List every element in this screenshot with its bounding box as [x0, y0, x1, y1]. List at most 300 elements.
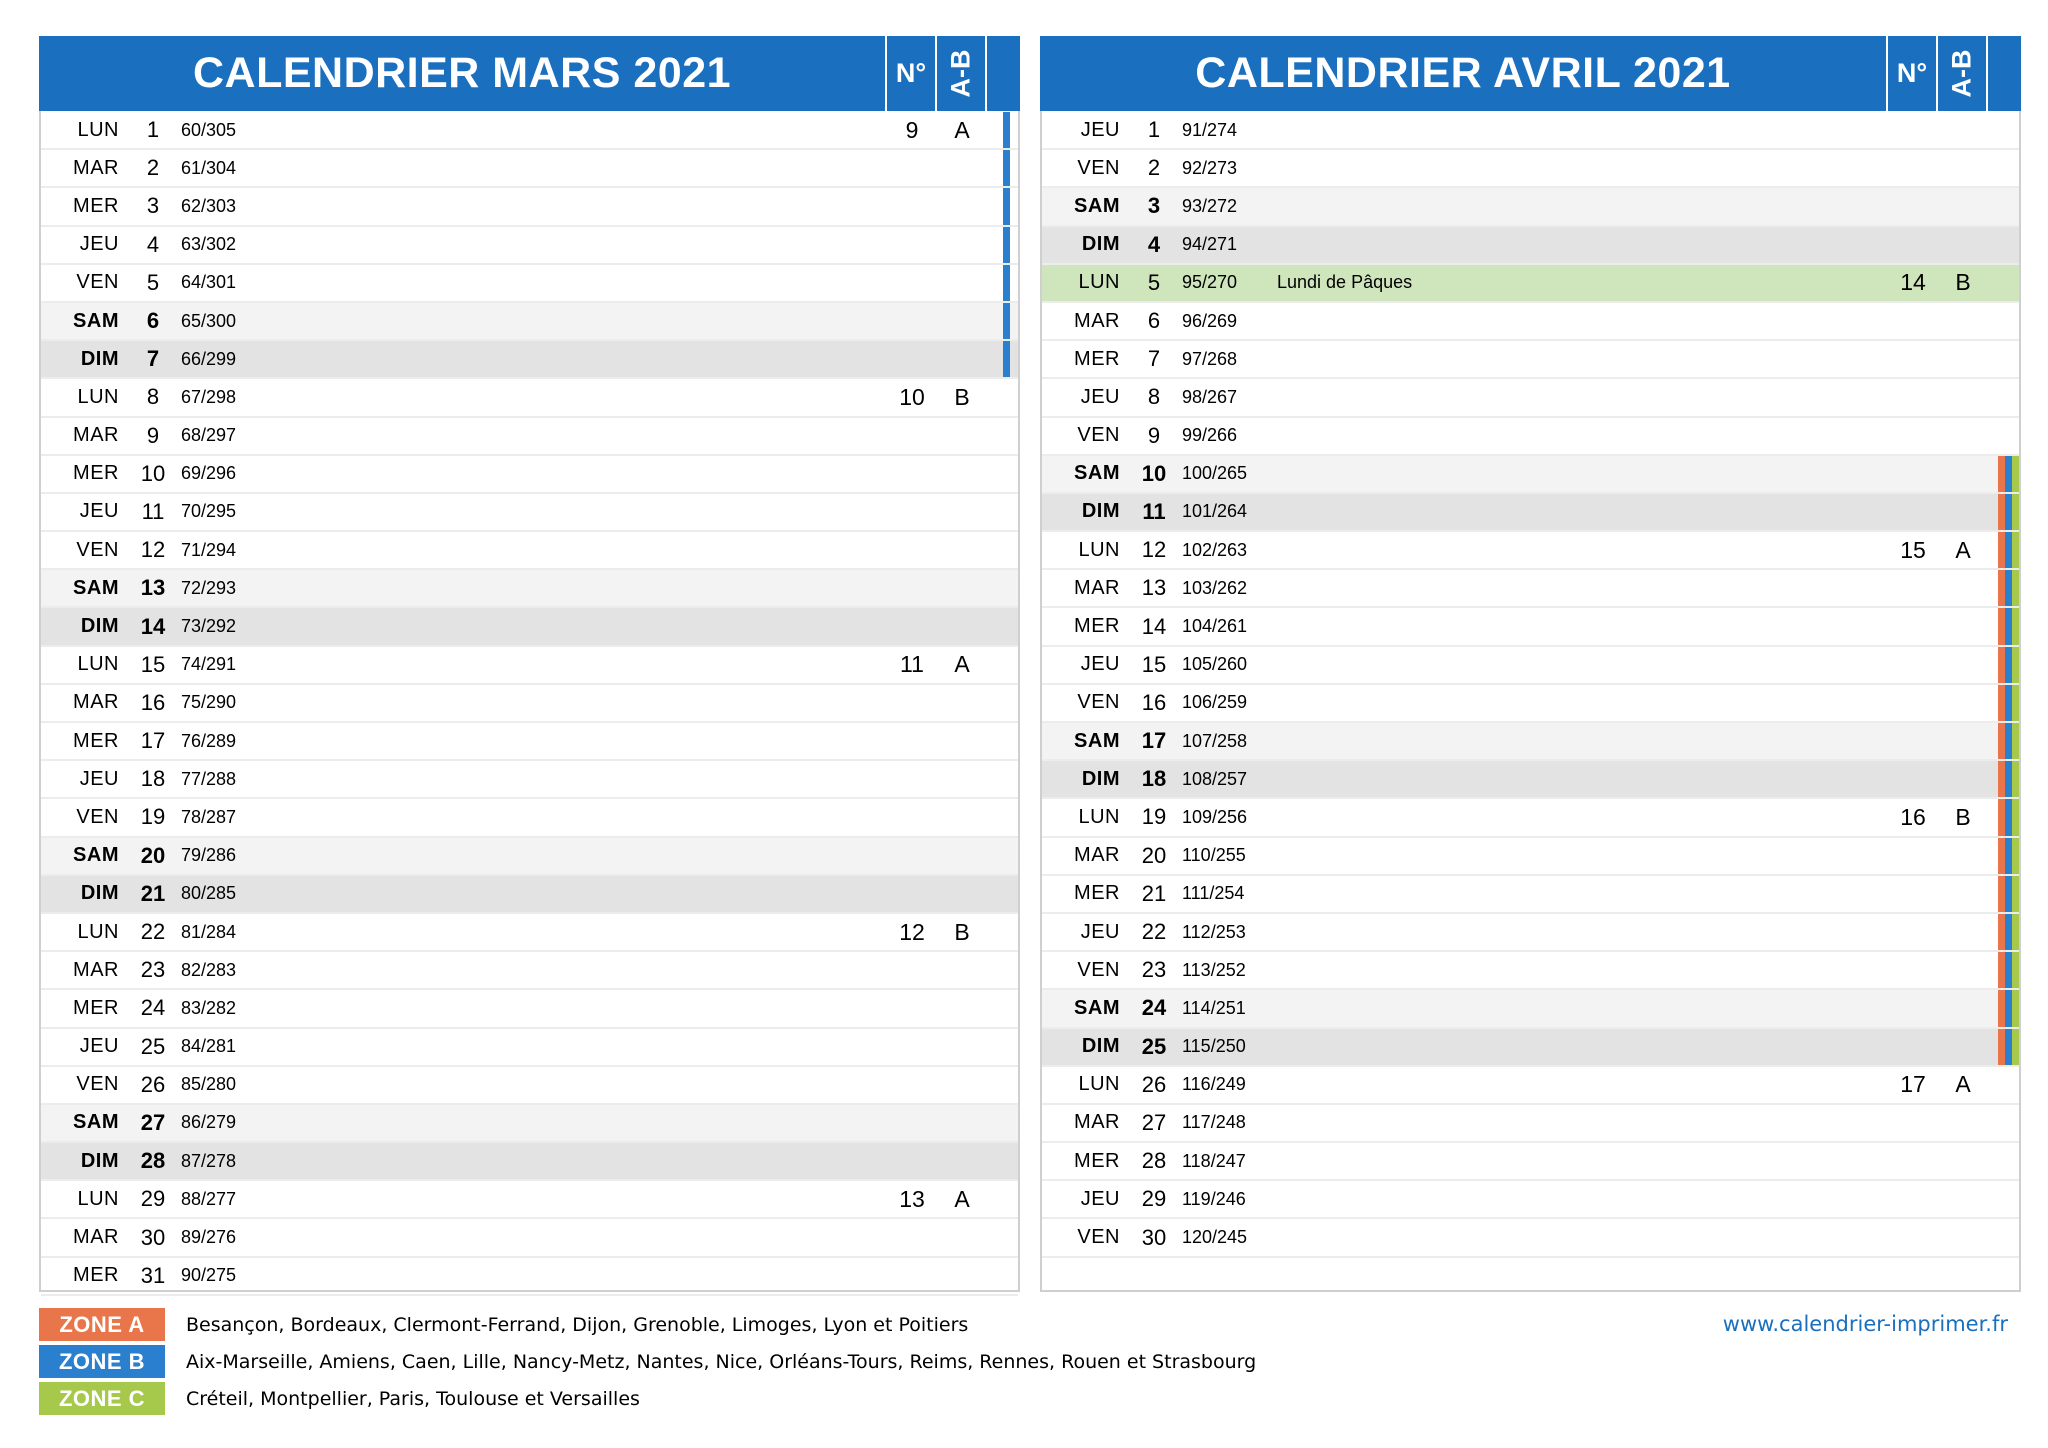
- day-number: 3: [146, 193, 160, 219]
- day-name: JEU: [1080, 920, 1120, 943]
- calendar-header: [1040, 36, 2021, 111]
- zone-c-holiday-bar: [2012, 570, 2019, 606]
- day-number: 13: [140, 575, 166, 601]
- day-number: 9: [1147, 422, 1161, 448]
- day-row: [41, 647, 1018, 685]
- zone-b-cities: Aix-Marseille, Amiens, Caen, Lille, Nancy-Metz, Nantes, Nice, Orléans-Tours, Reims, Rennes, Rouen et Strasbourg: [186, 1350, 1257, 1373]
- day-number: 18: [140, 766, 166, 792]
- day-number: 10: [140, 460, 166, 486]
- day-name: JEU: [79, 767, 119, 790]
- day-number: 20: [140, 842, 166, 868]
- day-of-year: 74/291: [181, 654, 237, 675]
- day-row: [41, 799, 1018, 837]
- day-of-year: 109/256: [1182, 806, 1248, 827]
- day-number: 9: [146, 422, 160, 448]
- day-name: JEU: [1080, 1187, 1120, 1210]
- day-name: MAR: [1074, 1111, 1120, 1134]
- day-row: [1042, 799, 2019, 837]
- day-number: 13: [1141, 575, 1167, 601]
- zone-b-holiday-bar: [2005, 990, 2012, 1026]
- day-number: 23: [1141, 957, 1167, 983]
- day-name: SAM: [73, 309, 119, 332]
- week-number: 10: [899, 383, 925, 410]
- day-row: [1042, 952, 2019, 990]
- zone-b-holiday-bar: [1003, 112, 1010, 148]
- day-number: 31: [140, 1262, 166, 1288]
- day-number: 19: [1141, 804, 1167, 830]
- day-number: 2: [1147, 155, 1161, 181]
- zone-b-holiday-bar: [1003, 303, 1010, 339]
- day-number: 28: [140, 1148, 166, 1174]
- day-row: [1042, 188, 2019, 226]
- week-number-header: N°: [1886, 36, 1936, 111]
- day-row: [41, 112, 1018, 150]
- day-row: [1042, 265, 2019, 303]
- zone-b-holiday-bar: [2005, 876, 2012, 912]
- day-of-year: 63/302: [181, 234, 237, 255]
- zone-a-holiday-bar: [1998, 685, 2005, 721]
- day-row: [41, 1105, 1018, 1143]
- day-number: 21: [1141, 880, 1167, 906]
- day-of-year: 77/288: [181, 768, 237, 789]
- day-number: 19: [140, 804, 166, 830]
- legend-row-zone-c: [39, 1380, 1256, 1417]
- day-of-year: 87/278: [181, 1150, 237, 1171]
- day-row: [1042, 1105, 2019, 1143]
- zone-c-holiday-bar: [2012, 761, 2019, 797]
- day-name: VEN: [76, 805, 119, 828]
- zone-b-holiday-bar: [2005, 1029, 2012, 1065]
- day-of-year: 116/249: [1182, 1074, 1246, 1095]
- day-of-year: 65/300: [181, 310, 237, 331]
- legend-row-zone-b: [39, 1343, 1256, 1380]
- zone-b-holiday-bar: [2005, 723, 2012, 759]
- zone-a-cities: Besançon, Bordeaux, Clermont-Ferrand, Dijon, Grenoble, Limoges, Lyon et Poitiers: [186, 1313, 969, 1336]
- day-row: [41, 1181, 1018, 1219]
- day-name: VEN: [76, 271, 119, 294]
- day-name: VEN: [76, 1073, 119, 1096]
- day-number: 25: [1141, 1033, 1167, 1059]
- day-name: MER: [1074, 347, 1120, 370]
- zone-c-holiday-bar: [2012, 990, 2019, 1026]
- day-row: [1042, 1067, 2019, 1105]
- day-number: 16: [1141, 689, 1167, 715]
- day-row: [41, 685, 1018, 723]
- day-number: 17: [1141, 728, 1167, 754]
- day-number: 7: [1147, 346, 1161, 372]
- day-name: MAR: [1074, 309, 1120, 332]
- day-row: [1042, 761, 2019, 799]
- day-row: [1042, 1029, 2019, 1067]
- day-number: 26: [140, 1071, 166, 1097]
- day-of-year: 61/304: [181, 157, 237, 178]
- day-number: 11: [1142, 498, 1166, 524]
- day-of-year: 93/272: [1182, 195, 1238, 216]
- day-number: 15: [1141, 651, 1167, 677]
- day-of-year: 79/286: [181, 845, 237, 866]
- day-row: [1042, 647, 2019, 685]
- day-of-year: 112/253: [1182, 921, 1246, 942]
- day-number: 30: [1141, 1224, 1167, 1250]
- calendar-april: [1040, 36, 2021, 1292]
- day-row: [41, 265, 1018, 303]
- zone-a-holiday-bar: [1998, 1029, 2005, 1065]
- day-of-year: 69/296: [181, 463, 237, 484]
- day-of-year: 100/265: [1182, 463, 1248, 484]
- day-of-year: 104/261: [1182, 616, 1248, 637]
- day-of-year: 102/263: [1182, 539, 1248, 560]
- day-name: MER: [73, 194, 119, 217]
- day-name: DIM: [80, 882, 119, 905]
- day-number: 30: [140, 1224, 166, 1250]
- zone-a-holiday-bar: [1998, 532, 2005, 568]
- day-of-year: 76/289: [181, 730, 237, 751]
- week-ab: A: [1955, 1071, 1971, 1098]
- day-number: 17: [140, 728, 166, 754]
- day-of-year: 94/271: [1182, 234, 1238, 255]
- day-of-year: 64/301: [181, 272, 237, 293]
- day-name: MAR: [1074, 576, 1120, 599]
- zone-column-header: [1986, 36, 2025, 111]
- day-of-year: 103/262: [1182, 577, 1248, 598]
- week-ab: B: [954, 918, 970, 945]
- day-row: [1042, 341, 2019, 379]
- day-row: [1042, 303, 2019, 341]
- day-number: 24: [1141, 995, 1167, 1021]
- day-of-year: 86/279: [181, 1112, 237, 1133]
- day-of-year: 107/258: [1182, 730, 1248, 751]
- week-number: 11: [900, 651, 924, 678]
- day-of-year: 106/259: [1182, 692, 1248, 713]
- day-of-year: 118/247: [1182, 1150, 1246, 1171]
- day-number: 18: [1141, 766, 1167, 792]
- day-number: 21: [140, 880, 166, 906]
- day-of-year: 85/280: [181, 1074, 237, 1095]
- day-of-year: 83/282: [181, 997, 237, 1018]
- zone-a-holiday-bar: [1998, 761, 2005, 797]
- day-name: MAR: [73, 958, 119, 981]
- day-name: LUN: [1078, 271, 1120, 294]
- day-number: 6: [146, 308, 160, 334]
- day-number: 4: [1147, 231, 1161, 257]
- zone-b-holiday-bar: [2005, 570, 2012, 606]
- day-row: [1042, 723, 2019, 761]
- zone-column-header: [985, 36, 1024, 111]
- day-of-year: 81/284: [181, 921, 237, 942]
- zone-c-holiday-bar: [2012, 685, 2019, 721]
- zone-b-holiday-bar: [2005, 608, 2012, 644]
- day-name: MAR: [73, 1226, 119, 1249]
- zone-c-holiday-bar: [2012, 914, 2019, 950]
- day-row: [41, 1219, 1018, 1257]
- week-ab-header: [1936, 36, 1986, 111]
- day-name: LUN: [77, 1187, 119, 1210]
- week-number: 13: [899, 1185, 925, 1212]
- day-name: JEU: [79, 500, 119, 523]
- day-of-year: 114/251: [1182, 997, 1246, 1018]
- zone-a-holiday-bar: [1998, 876, 2005, 912]
- week-number: 15: [1900, 536, 1926, 563]
- day-of-year: 92/273: [1182, 157, 1238, 178]
- day-number: 29: [1141, 1186, 1167, 1212]
- day-row: [41, 1143, 1018, 1181]
- day-row: [1042, 1143, 2019, 1181]
- zone-a-holiday-bar: [1998, 799, 2005, 835]
- zone-a-badge: ZONE A: [39, 1308, 165, 1341]
- day-row: [1042, 570, 2019, 608]
- zone-b-holiday-bar: [1003, 265, 1010, 301]
- zone-c-cities: Créteil, Montpellier, Paris, Toulouse et Versailles: [186, 1387, 640, 1410]
- day-of-year: 97/268: [1182, 348, 1238, 369]
- day-row: [41, 914, 1018, 952]
- week-number: 14: [1900, 269, 1926, 296]
- day-of-year: 80/285: [181, 883, 237, 904]
- day-of-year: 111/254: [1182, 883, 1245, 904]
- zone-b-holiday-bar: [2005, 761, 2012, 797]
- website-link[interactable]: www.calendrier-imprimer.fr: [1722, 1312, 2008, 1336]
- day-name: SAM: [1074, 729, 1120, 752]
- day-number: 24: [140, 995, 166, 1021]
- day-name: JEU: [1080, 653, 1120, 676]
- zone-a-holiday-bar: [1998, 570, 2005, 606]
- day-name: DIM: [1081, 233, 1120, 256]
- day-row: [41, 303, 1018, 341]
- zone-a-holiday-bar: [1998, 494, 2005, 530]
- legend-row-zone-a: [39, 1306, 1256, 1343]
- day-number: 20: [1141, 842, 1167, 868]
- day-of-year: 95/270: [1182, 272, 1238, 293]
- zone-b-holiday-bar: [2005, 799, 2012, 835]
- zone-c-badge: ZONE C: [39, 1382, 165, 1415]
- day-of-year: 90/275: [181, 1265, 237, 1286]
- zone-a-holiday-bar: [1998, 838, 2005, 874]
- day-number: 4: [146, 231, 160, 257]
- week-number: 12: [899, 918, 925, 945]
- day-of-year: 113/252: [1182, 959, 1246, 980]
- day-name: JEU: [1080, 385, 1120, 408]
- day-number: 11: [141, 498, 165, 524]
- day-of-year: 84/281: [181, 1036, 237, 1057]
- day-name: MER: [1074, 615, 1120, 638]
- day-of-year: 91/274: [1182, 119, 1238, 140]
- day-name: MAR: [73, 424, 119, 447]
- day-of-year: 71/294: [181, 539, 237, 560]
- zone-legend: [39, 1306, 1256, 1417]
- day-name: MER: [73, 729, 119, 752]
- week-ab: A: [954, 116, 970, 143]
- week-number: 17: [1900, 1071, 1926, 1098]
- day-number: 14: [1141, 613, 1167, 639]
- day-row: [41, 188, 1018, 226]
- zone-c-holiday-bar: [2012, 952, 2019, 988]
- day-name: LUN: [77, 653, 119, 676]
- day-number: 12: [1141, 537, 1167, 563]
- day-name: DIM: [80, 1149, 119, 1172]
- day-number: 10: [1141, 460, 1167, 486]
- day-row: [41, 341, 1018, 379]
- zone-c-holiday-bar: [2012, 1029, 2019, 1065]
- zone-a-holiday-bar: [1998, 456, 2005, 492]
- day-row: [41, 570, 1018, 608]
- day-number: 6: [1147, 308, 1161, 334]
- day-of-year: 105/260: [1182, 654, 1248, 675]
- day-name: MER: [73, 996, 119, 1019]
- day-name: MER: [73, 462, 119, 485]
- day-of-year: 110/255: [1182, 845, 1246, 866]
- zone-b-holiday-bar: [1003, 227, 1010, 263]
- day-name: SAM: [1074, 996, 1120, 1019]
- zone-b-badge: ZONE B: [39, 1345, 165, 1378]
- day-row: [1042, 1181, 2019, 1219]
- day-of-year: 115/250: [1182, 1036, 1246, 1057]
- day-number: 12: [140, 537, 166, 563]
- calendar-header: [39, 36, 1020, 111]
- day-name: VEN: [1077, 156, 1120, 179]
- calendar-march: [39, 36, 1020, 1292]
- day-number: 22: [140, 919, 166, 945]
- day-of-year: 117/248: [1182, 1112, 1246, 1133]
- day-name: SAM: [73, 1111, 119, 1134]
- day-name: DIM: [1081, 1035, 1120, 1058]
- zone-c-holiday-bar: [2012, 647, 2019, 683]
- day-row: [1042, 1219, 2019, 1257]
- day-row: [41, 876, 1018, 914]
- day-number: 8: [1147, 384, 1161, 410]
- zone-a-holiday-bar: [1998, 952, 2005, 988]
- day-row: [1042, 456, 2019, 494]
- zone-c-holiday-bar: [2012, 494, 2019, 530]
- day-name: MAR: [73, 156, 119, 179]
- week-ab: A: [1955, 536, 1971, 563]
- day-of-year: 98/267: [1182, 386, 1238, 407]
- day-row: [41, 227, 1018, 265]
- day-of-year: 120/245: [1182, 1227, 1248, 1248]
- day-name: VEN: [1077, 1226, 1120, 1249]
- day-name: SAM: [1074, 462, 1120, 485]
- day-number: 3: [1147, 193, 1161, 219]
- week-ab-header: [935, 36, 985, 111]
- calendar-title: CALENDRIER AVRIL 2021: [1195, 49, 1731, 97]
- day-name: DIM: [80, 347, 119, 370]
- day-number: 25: [140, 1033, 166, 1059]
- day-of-year: 99/266: [1182, 425, 1238, 446]
- day-row: [41, 608, 1018, 646]
- day-number: 15: [140, 651, 166, 677]
- day-number: 22: [1141, 919, 1167, 945]
- day-name: VEN: [1077, 424, 1120, 447]
- zone-b-holiday-bar: [2005, 685, 2012, 721]
- zone-c-holiday-bar: [2012, 532, 2019, 568]
- day-name: LUN: [1078, 1073, 1120, 1096]
- zone-c-holiday-bar: [2012, 608, 2019, 644]
- zone-a-holiday-bar: [1998, 608, 2005, 644]
- day-row: [41, 1067, 1018, 1105]
- day-name: LUN: [1078, 538, 1120, 561]
- day-number: 8: [146, 384, 160, 410]
- day-row: [41, 456, 1018, 494]
- zone-b-holiday-bar: [1003, 188, 1010, 224]
- day-number: 27: [140, 1109, 166, 1135]
- day-of-year: 66/299: [181, 348, 237, 369]
- day-rows: [1042, 112, 2019, 1258]
- day-number: 5: [146, 269, 160, 295]
- day-number: 2: [146, 155, 160, 181]
- day-name: MER: [1074, 882, 1120, 905]
- day-row: [1042, 876, 2019, 914]
- day-name: VEN: [1077, 958, 1120, 981]
- day-row: [1042, 532, 2019, 570]
- zone-b-holiday-bar: [2005, 952, 2012, 988]
- day-row: [41, 723, 1018, 761]
- day-of-year: 82/283: [181, 959, 237, 980]
- day-row: [41, 761, 1018, 799]
- zone-a-holiday-bar: [1998, 914, 2005, 950]
- day-row: [1042, 494, 2019, 532]
- day-row: [1042, 990, 2019, 1028]
- day-number: 1: [1147, 117, 1161, 143]
- day-of-year: 72/293: [181, 577, 237, 598]
- day-of-year: 68/297: [181, 425, 237, 446]
- day-row: [1042, 838, 2019, 876]
- week-ab-header-label: A-B: [1946, 49, 1977, 98]
- zone-a-holiday-bar: [1998, 990, 2005, 1026]
- day-name: SAM: [1074, 194, 1120, 217]
- day-row: [41, 1258, 1018, 1296]
- day-number: 29: [140, 1186, 166, 1212]
- day-of-year: 96/269: [1182, 310, 1238, 331]
- day-name: DIM: [1081, 500, 1120, 523]
- day-number: 27: [1141, 1109, 1167, 1135]
- zone-a-holiday-bar: [1998, 723, 2005, 759]
- day-of-year: 70/295: [181, 501, 237, 522]
- day-number: 16: [140, 689, 166, 715]
- week-number-header: N°: [885, 36, 935, 111]
- day-row: [41, 990, 1018, 1028]
- day-row: [41, 494, 1018, 532]
- day-name: JEU: [1080, 118, 1120, 141]
- day-name: SAM: [73, 576, 119, 599]
- day-row: [1042, 150, 2019, 188]
- day-name: JEU: [79, 1035, 119, 1058]
- week-ab: B: [954, 383, 970, 410]
- day-of-year: 108/257: [1182, 768, 1248, 789]
- day-row: [41, 838, 1018, 876]
- week-ab: A: [954, 1185, 970, 1212]
- zone-b-holiday-bar: [2005, 647, 2012, 683]
- zone-b-holiday-bar: [1003, 150, 1010, 186]
- day-row: [1042, 608, 2019, 646]
- day-of-year: 73/292: [181, 616, 237, 637]
- week-number: 16: [1900, 803, 1926, 830]
- week-ab: B: [1955, 803, 1971, 830]
- day-number: 14: [140, 613, 166, 639]
- day-row: [1042, 685, 2019, 723]
- day-row: [41, 150, 1018, 188]
- day-name: MAR: [73, 691, 119, 714]
- zone-c-holiday-bar: [2012, 838, 2019, 874]
- day-row: [1042, 112, 2019, 150]
- zone-c-holiday-bar: [2012, 876, 2019, 912]
- day-name: MAR: [1074, 844, 1120, 867]
- day-row: [1042, 914, 2019, 952]
- holiday-label: Lundi de Pâques: [1277, 272, 1413, 293]
- zone-b-holiday-bar: [2005, 532, 2012, 568]
- day-row: [1042, 418, 2019, 456]
- day-name: VEN: [76, 538, 119, 561]
- zone-b-holiday-bar: [2005, 494, 2012, 530]
- day-name: SAM: [73, 844, 119, 867]
- week-ab: B: [1955, 269, 1971, 296]
